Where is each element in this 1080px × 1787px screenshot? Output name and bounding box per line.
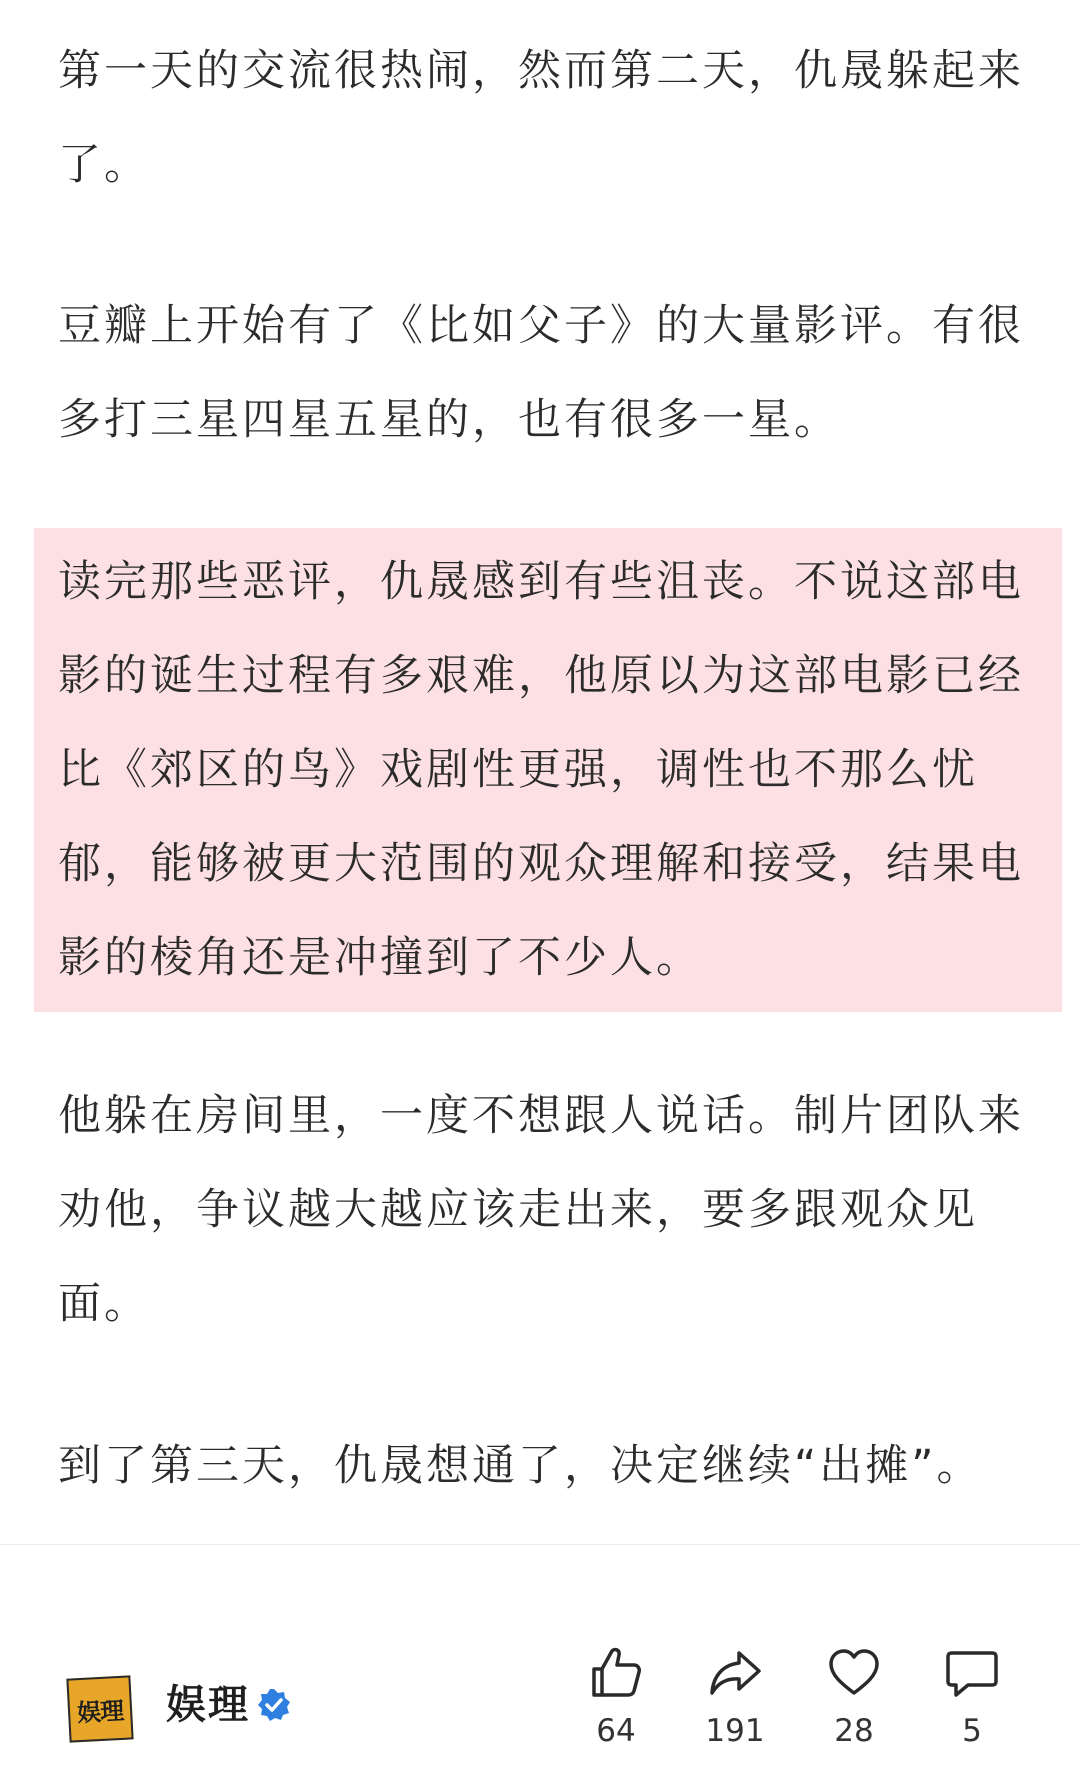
like-count: 64 [596, 1713, 636, 1749]
favorite-count: 28 [834, 1713, 874, 1749]
share-count: 191 [705, 1713, 765, 1749]
article-paragraph: 到了第三天，仇晟想通了，决定继续“出摊”。 [58, 1441, 983, 1491]
thumbs-up-icon [588, 1645, 644, 1701]
comment-button[interactable] [922, 1645, 1022, 1751]
comment-count: 5 [962, 1713, 982, 1749]
article-paragraph: 第一天的交流很热闹，然而第二天，仇晟躲起来了。 [58, 46, 1024, 190]
post-footer [0, 1545, 1080, 1787]
avatar[interactable] [66, 1675, 133, 1742]
article-paragraph: 豆瓣上开始有了《比如父子》的大量影评。有很多打三星四星五星的，也有很多一星。 [58, 301, 1024, 445]
verified-check-icon [257, 1688, 291, 1722]
heart-icon [826, 1645, 882, 1701]
favorite-button[interactable] [804, 1645, 904, 1751]
share-button[interactable] [685, 1645, 785, 1751]
avatar-logo-text: 娱理 [76, 1696, 124, 1727]
like-button[interactable] [566, 1645, 666, 1751]
author-name[interactable]: 娱理 [166, 1682, 250, 1728]
article-paragraph: 他躲在房间里，一度不想跟人说话。制片团队来劝他，争议越大越应该走出来，要多跟观众见面。 [58, 1091, 1024, 1329]
comment-bubble-icon [944, 1645, 1000, 1701]
share-arrow-icon [707, 1645, 763, 1701]
highlighted-paragraph: 读完那些恶评，仇晟感到有些沮丧。不说这部电影的诞生过程有多艰难，他原以为这部电影已经比《郊区的鸟》戏剧性更强，调性也不那么忧郁，能够被更大范围的观众理解和接受，结果电影的棱角还是冲撞到了不少人。 [58, 557, 1024, 983]
